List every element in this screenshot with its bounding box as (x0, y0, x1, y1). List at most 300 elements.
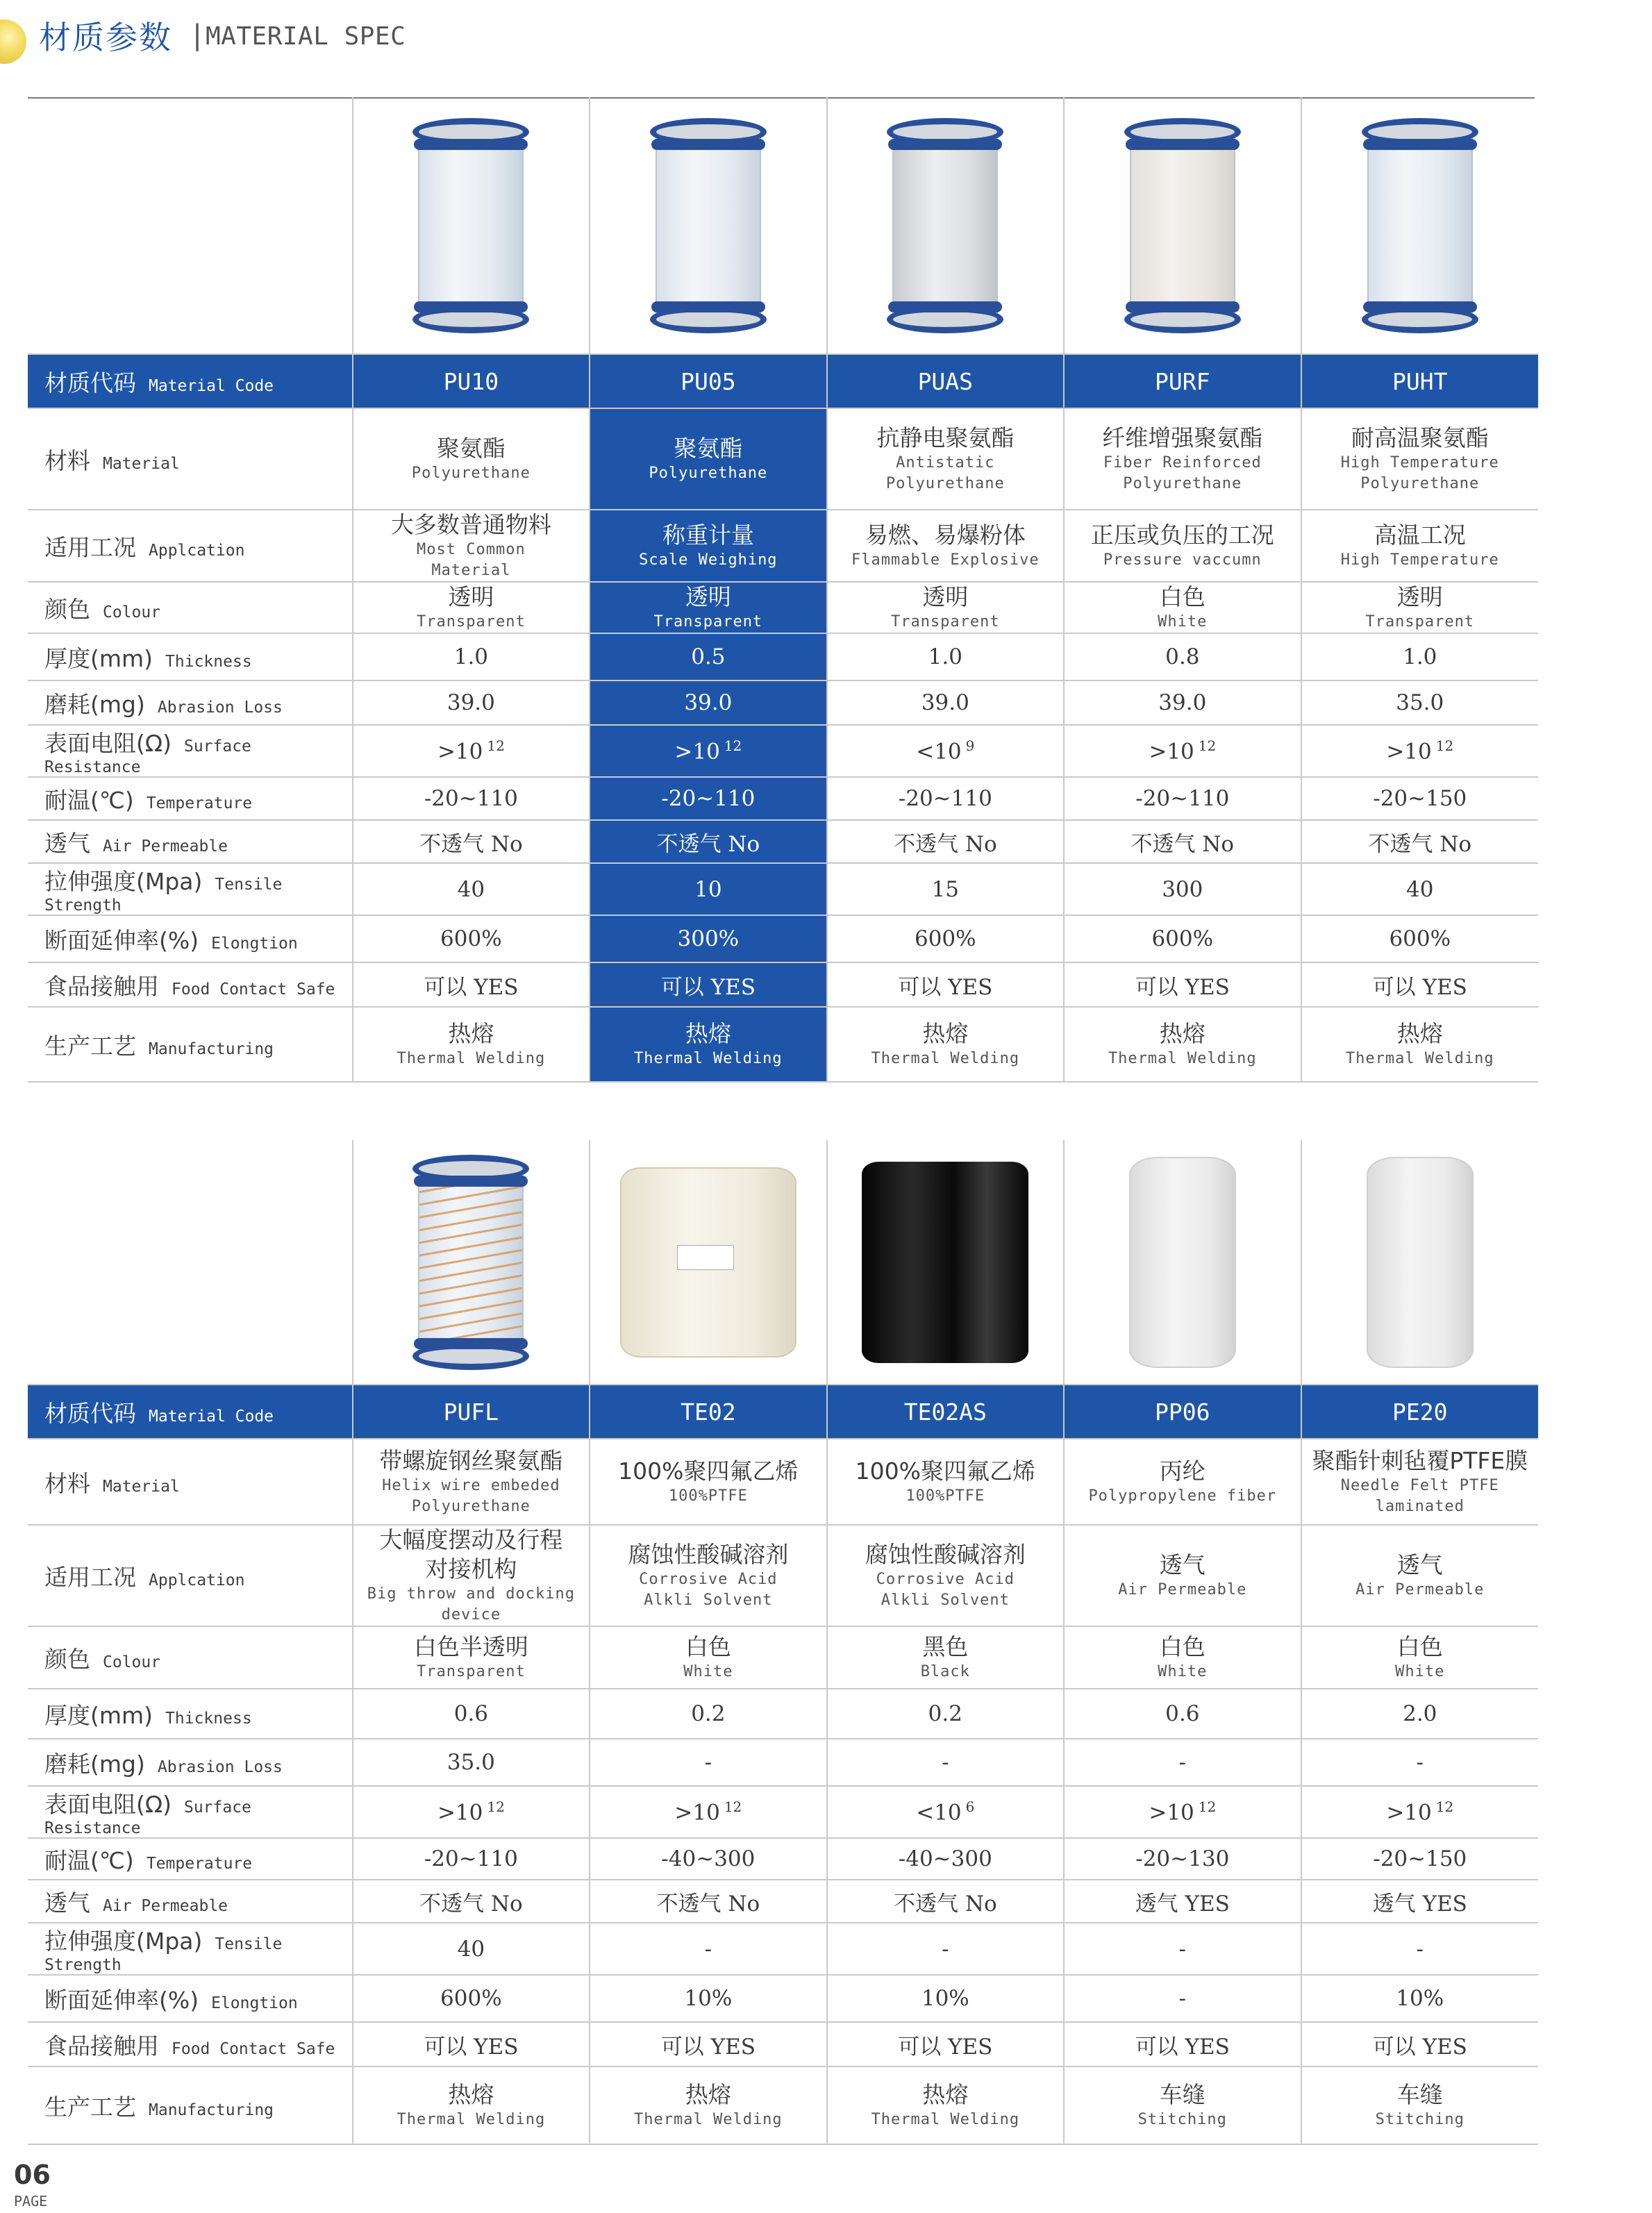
cell-value-zh: 正压或负压的工况 (1090, 521, 1274, 549)
cell-value-en: Pressure vaccumn (1103, 551, 1262, 569)
cell-value (1302, 1986, 1538, 2011)
label-zh: 材质代码 (44, 1399, 136, 1427)
cell-number: -40~300 (898, 1846, 992, 1871)
spec-cell (590, 510, 826, 582)
label-zh: 材料 (44, 1469, 90, 1497)
cell-value-en: Polyurethane (411, 1498, 531, 1515)
sleeve-band (414, 301, 528, 312)
cell-value-en: White (683, 1663, 733, 1680)
cell-number: 可以 YES (1135, 2034, 1230, 2060)
spec-cell (1064, 1838, 1301, 1880)
cell-number: 可以 YES (898, 974, 993, 1000)
label-zh: 表面电阻(Ω) (44, 1791, 172, 1818)
cell-value (353, 1846, 589, 1871)
cell-value (590, 1846, 826, 1871)
black-bag-image (856, 1156, 1034, 1369)
cell-value (1065, 644, 1300, 669)
cell-value (353, 877, 589, 902)
cell-number: -20~110 (661, 786, 756, 811)
cell-value-zh: 聚酯针刺毡覆PTFE膜 (1312, 1447, 1528, 1474)
label-zh: 拉伸强度(Mpa) (44, 868, 203, 895)
cell-value-en: Polyurethane (1123, 475, 1242, 492)
cell-number: 600% (440, 1986, 502, 2011)
product-image-cell (827, 97, 1064, 354)
spec-row-label (28, 680, 353, 725)
cell-value (353, 969, 589, 1001)
cell-value (1302, 877, 1538, 902)
cell-value (590, 2029, 826, 2060)
spec-cell (827, 408, 1064, 510)
cell-exponent: 12 (487, 737, 505, 755)
cell-number: 可以 YES (424, 974, 519, 1000)
cell-value-en: Polyurethane (411, 465, 531, 482)
spec-cell (590, 1525, 826, 1626)
spec-row (28, 1525, 1538, 1626)
cell-exponent: 12 (487, 1798, 505, 1816)
cell-value-zh: 白色 (1396, 1633, 1443, 1660)
label-zh: 断面延伸率(%) (44, 926, 199, 954)
cell-number: >10 (674, 739, 720, 765)
header-title-zh: 材质参数 (39, 19, 172, 56)
sleeve-image (412, 118, 529, 333)
spec-row (28, 2022, 1538, 2066)
bag-label-tag (677, 1245, 734, 1270)
empty-corner-cell (28, 97, 353, 354)
cell-value-zh: 车缝 (1159, 2081, 1205, 2108)
spec-row (28, 962, 1538, 1007)
cell-value (828, 2029, 1063, 2060)
spec-cell (827, 777, 1064, 820)
spec-cell (827, 725, 1064, 777)
cell-number: >10 (437, 739, 483, 765)
spec-cell (827, 1975, 1064, 2022)
spec-cell (1064, 1626, 1301, 1689)
cell-value (590, 786, 826, 811)
spec-cell (353, 510, 590, 582)
spec-row-label (28, 1689, 353, 1739)
sleeve-body (1367, 133, 1473, 318)
cell-value-zh: 热熔 (922, 1020, 969, 1047)
spec-cell (590, 633, 826, 680)
spec-row-label (28, 1975, 353, 2022)
cell-number: 300% (677, 926, 740, 951)
spec-cell (1301, 777, 1538, 820)
spec-cell (353, 680, 590, 725)
cell-value (1302, 826, 1538, 858)
cell-value-zh: 丙纶 (1159, 1458, 1205, 1485)
cell-value (1065, 826, 1300, 858)
sleeve-body (1130, 133, 1235, 318)
spec-cell (353, 2022, 590, 2066)
cell-value-zh: 热熔 (685, 1020, 731, 1047)
spec-cell (1064, 1786, 1301, 1838)
spec-cell (1301, 2022, 1538, 2066)
cell-number: 1.0 (1403, 644, 1437, 669)
cell-number: >10 (1386, 1800, 1432, 1826)
spec-cell (590, 820, 826, 863)
spec-row-label (28, 1739, 353, 1786)
cell-value (1302, 1750, 1538, 1775)
spec-row-label (28, 2022, 353, 2066)
cell-number: - (942, 1936, 949, 1962)
cell-number: 10 (694, 876, 722, 902)
cell-value (1065, 1886, 1300, 1917)
label-zh: 厚度(mm) (44, 644, 153, 672)
sleeve-band (414, 139, 528, 150)
cell-value (590, 1886, 826, 1917)
spec-row (28, 1689, 1538, 1739)
cell-value-en: Thermal Welding (397, 1050, 546, 1067)
spec-row-label (28, 863, 353, 915)
cell-value-zh: 聚氨酯 (674, 435, 743, 462)
cell-number: 10% (684, 1986, 733, 2011)
label-zh: 耐温(℃) (44, 786, 134, 814)
spec-cell (827, 582, 1064, 633)
cell-value-zh: 热熔 (1159, 1020, 1205, 1047)
cell-number: 不透气 No (656, 831, 760, 857)
spec-row-label (28, 1880, 353, 1923)
cell-number: 39.0 (921, 690, 969, 715)
cell-value-en: Thermal Welding (871, 1050, 1020, 1067)
spec-cell (1064, 863, 1301, 915)
cell-number: 可以 YES (1372, 2034, 1467, 2060)
label-zh: 颜色 (44, 1645, 90, 1673)
cell-value (1302, 969, 1538, 1001)
black-bag-body (862, 1162, 1028, 1363)
cell-value-en: Thermal Welding (634, 2111, 783, 2128)
cell-number: <10 (916, 1800, 962, 1826)
sleeve-band (1126, 301, 1240, 312)
felt-bag-image (1129, 1157, 1236, 1368)
cell-number: 可以 YES (424, 2034, 519, 2060)
spec-row-label (28, 962, 353, 1007)
cell-value (828, 877, 1063, 902)
label-zh: 透气 (44, 829, 90, 857)
cell-value (1302, 1846, 1538, 1871)
cell-number: -20~110 (1135, 786, 1230, 811)
cell-number: 600% (1151, 926, 1214, 951)
cell-value (353, 1798, 589, 1825)
product-image-cell (590, 1140, 826, 1385)
label-zh: 耐温(℃) (44, 1846, 134, 1874)
spec-cell (827, 863, 1064, 915)
spec-cell (1301, 582, 1538, 633)
spec-row (28, 777, 1538, 820)
spec-cell (590, 1975, 826, 2022)
cell-number: 可以 YES (1135, 974, 1230, 1000)
spec-cell (590, 1786, 826, 1838)
spec-cell (353, 725, 590, 777)
material-code-cell: PUFL (353, 1385, 590, 1439)
spec-row-label (28, 1439, 353, 1525)
cell-value (828, 1986, 1063, 2011)
product-image (353, 118, 589, 333)
product-image-cell (1301, 1140, 1538, 1385)
spec-cell (1301, 680, 1538, 725)
spec-cell (1064, 582, 1301, 633)
spec-row-label (28, 915, 353, 962)
cell-value (1302, 926, 1538, 951)
spec-row (28, 820, 1538, 863)
cell-number: - (1178, 1936, 1187, 1962)
label-en: Applcation (149, 1571, 245, 1589)
cell-number: - (1178, 1986, 1187, 2011)
label-zh: 适用工况 (44, 1563, 136, 1591)
label-zh: 生产工艺 (44, 2093, 136, 2121)
spec-cell (1301, 1786, 1538, 1838)
cell-value-en: Polyurethane (1360, 475, 1480, 492)
label-zh: 生产工艺 (44, 1032, 136, 1060)
cell-value-en: Air Permeable (1118, 1581, 1247, 1598)
cell-number: 透气 YES (1372, 1891, 1467, 1916)
material-code-row (28, 354, 1538, 408)
spec-cell (827, 1007, 1064, 1082)
sleeve-band (1126, 139, 1240, 150)
cell-value-zh: 透明 (1396, 583, 1443, 610)
cell-value-en: Air Permeable (1355, 1581, 1485, 1598)
cell-value-en: Thermal Welding (1345, 1050, 1494, 1067)
spec-row (28, 1786, 1538, 1838)
cell-number: 0.6 (1165, 1701, 1200, 1726)
ptfe-bag-image (620, 1167, 796, 1358)
spec-cell (590, 1439, 826, 1525)
spec-cell (827, 1786, 1064, 1838)
spec-row (28, 2066, 1538, 2144)
cell-value-zh: 易燃、易爆粉体 (865, 521, 1026, 549)
cell-number: <10 (916, 739, 962, 765)
spec-cell (1064, 1739, 1301, 1786)
cell-value (353, 2029, 589, 2060)
sleeve-body (418, 1170, 524, 1355)
sleeve-band (888, 139, 1002, 150)
cell-value-zh: 100%聚四氟乙烯 (618, 1458, 799, 1485)
cell-value-zh: 白色半透明 (413, 1633, 528, 1660)
cell-value (1065, 1986, 1300, 2011)
cell-value-en: Transparent (417, 613, 526, 631)
label-zh: 透气 (44, 1889, 90, 1916)
cell-number: 15 (931, 876, 960, 902)
label-en: Surface Resistance (44, 1798, 251, 1837)
spec-cell (1301, 915, 1538, 962)
felt-bag-image (1367, 1157, 1474, 1368)
spec-row (28, 408, 1538, 510)
product-image-cell (1064, 1140, 1301, 1385)
cell-value (828, 737, 1063, 764)
sleeve-image (1124, 118, 1241, 333)
cell-value-zh: 透明 (448, 583, 494, 610)
spec-cell (827, 1838, 1064, 1880)
label-en: Thickness (165, 652, 252, 671)
cell-value-zh: 称重计量 (662, 521, 754, 549)
cell-value-en: Material (431, 562, 511, 579)
cell-value-zh: 白色 (685, 1633, 731, 1660)
cell-value (353, 1937, 589, 1962)
spec-cell (1301, 863, 1538, 915)
cell-value (1065, 1701, 1300, 1726)
cell-number: 300 (1162, 876, 1203, 902)
cell-value-en: Scale Weighing (639, 551, 778, 569)
cell-value (590, 644, 826, 669)
spec-cell (1064, 408, 1301, 510)
label-zh: 表面电阻(Ω) (44, 730, 172, 757)
empty-corner-cell (28, 1140, 353, 1385)
cell-value-zh: 高温工况 (1374, 521, 1466, 549)
cell-value-en: Transparent (1365, 613, 1475, 631)
spec-cell (590, 582, 826, 633)
material-code-label (28, 1385, 353, 1439)
cell-number: - (1416, 1936, 1424, 1962)
spec-cell (590, 2022, 826, 2066)
cell-value-zh: 腐蚀性酸碱溶剂 (628, 1541, 789, 1568)
cell-number: >10 (674, 1800, 720, 1826)
cell-value (828, 969, 1063, 1001)
spec-cell (1301, 1838, 1538, 1880)
cell-value-en: Antistatic (896, 454, 995, 471)
spec-cell (827, 510, 1064, 582)
sleeve-band (414, 1176, 528, 1187)
cell-number: 39.0 (447, 690, 495, 715)
product-image-row (28, 97, 1538, 354)
spec-row-label (28, 725, 353, 777)
cell-value-en: Thermal Welding (634, 1050, 783, 1067)
cell-value (828, 786, 1063, 811)
material-code-cell: PP06 (1064, 1385, 1301, 1439)
spec-cell (1301, 1880, 1538, 1923)
label-en: Manufacturing (149, 2101, 274, 2119)
cell-exponent: 12 (1198, 1798, 1217, 1816)
cell-value-en: Corrosive Acid (876, 1571, 1015, 1588)
cell-value-en: Transparent (417, 1663, 526, 1680)
spec-row-label (28, 1626, 353, 1689)
cell-number: >10 (437, 1800, 483, 1826)
spec-cell (1064, 962, 1301, 1007)
cell-value (1302, 786, 1538, 811)
cell-value (1302, 690, 1538, 715)
cell-number: 600% (914, 926, 976, 951)
cell-value (828, 644, 1063, 669)
spec-cell (590, 725, 826, 777)
cell-value (353, 1886, 589, 1917)
spec-row (28, 725, 1538, 777)
cell-number: 0.2 (928, 1701, 962, 1726)
label-zh: 磨耗(mg) (44, 1750, 145, 1778)
spec-cell (1301, 725, 1538, 777)
spec-row-label (28, 1007, 353, 1082)
cell-value-en: Polyurethane (885, 475, 1005, 492)
cell-number: 0.8 (1165, 644, 1200, 669)
cell-value-zh: 热熔 (1396, 1020, 1443, 1047)
product-image (590, 118, 826, 333)
sleeve-image (650, 118, 767, 333)
cell-value-en: Alkli Solvent (644, 1592, 773, 1609)
spec-row-label (28, 777, 353, 820)
spec-cell (353, 1689, 590, 1739)
spec-cell (827, 2066, 1064, 2144)
cell-value (828, 1886, 1063, 1917)
cell-value-en: White (1158, 1663, 1208, 1680)
spec-cell (353, 1525, 590, 1626)
spec-cell (827, 680, 1064, 725)
spec-cell (1064, 1975, 1301, 2022)
spec-cell (353, 1880, 590, 1923)
product-image-cell (353, 1140, 590, 1385)
cell-value (353, 644, 589, 669)
sleeve-band (1363, 301, 1477, 312)
material-code-cell: PE20 (1301, 1385, 1538, 1439)
cell-value-en: Corrosive Acid (639, 1571, 778, 1588)
spec-row (28, 1880, 1538, 1923)
cell-value-zh: 热熔 (448, 1020, 494, 1047)
page-number: 06 (14, 2160, 51, 2190)
label-zh: 断面延伸率(%) (44, 1986, 199, 2014)
spec-cell (353, 1838, 590, 1880)
spec-cell (353, 582, 590, 633)
spec-cell (353, 1439, 590, 1525)
spec-cell (1301, 1739, 1538, 1786)
cell-number: 可以 YES (898, 2034, 993, 2060)
spec-cell (1064, 2022, 1301, 2066)
cell-number: - (704, 1750, 712, 1775)
cell-value (1065, 690, 1300, 715)
spec-row-label (28, 2066, 353, 2144)
label-zh: 磨耗(mg) (44, 690, 145, 718)
cell-value (1302, 1701, 1538, 1726)
header-title-en: MATERIAL SPEC (206, 22, 406, 51)
spec-row-label (28, 408, 353, 510)
spec-cell (827, 1689, 1064, 1739)
cell-number: >10 (1149, 739, 1194, 765)
spec-cell (590, 1923, 826, 1975)
spec-cell (590, 1689, 826, 1739)
header-separator: | (189, 19, 206, 51)
spec-cell (1064, 1525, 1301, 1626)
cell-value (590, 826, 826, 858)
sleeve-image (887, 118, 1003, 333)
label-en: Elongtion (211, 934, 298, 953)
bullet-dot-icon (0, 19, 26, 64)
cell-value-en: Flammable Explosive (851, 551, 1040, 569)
product-image-cell (1301, 97, 1538, 354)
cell-value-en: Black (920, 1663, 970, 1680)
cell-number: - (1178, 1750, 1187, 1775)
spec-row (28, 1975, 1538, 2022)
cell-value (590, 737, 826, 764)
cell-value-zh: 对接机构 (425, 1555, 517, 1582)
cell-number: -20~150 (1373, 1846, 1467, 1871)
spec-cell (353, 915, 590, 962)
cell-exponent: 9 (965, 737, 975, 755)
spec-cell (353, 863, 590, 915)
cell-number: - (704, 1936, 712, 1962)
cell-value-en: Thermal Welding (871, 2111, 1020, 2128)
cell-value-zh: 热熔 (448, 2081, 494, 2108)
label-en: Material Code (149, 376, 274, 395)
material-code-cell: PURF (1064, 354, 1301, 408)
cell-value-en: 100%PTFE (668, 1487, 748, 1505)
label-en: Elongtion (211, 1994, 298, 2012)
cell-number: 39.0 (684, 690, 733, 715)
cell-value (1065, 2029, 1300, 2060)
cell-value-en: High Temperature (1340, 551, 1499, 569)
spec-cell (1064, 2066, 1301, 2144)
cell-value-zh: 黑色 (922, 1633, 969, 1660)
spec-cell (827, 915, 1064, 962)
cell-value (353, 690, 589, 715)
cell-value-en: Thermal Welding (397, 2111, 546, 2128)
material-code-cell: PUAS (827, 354, 1064, 408)
cell-value (590, 1750, 826, 1775)
cell-number: >10 (1149, 1800, 1194, 1826)
